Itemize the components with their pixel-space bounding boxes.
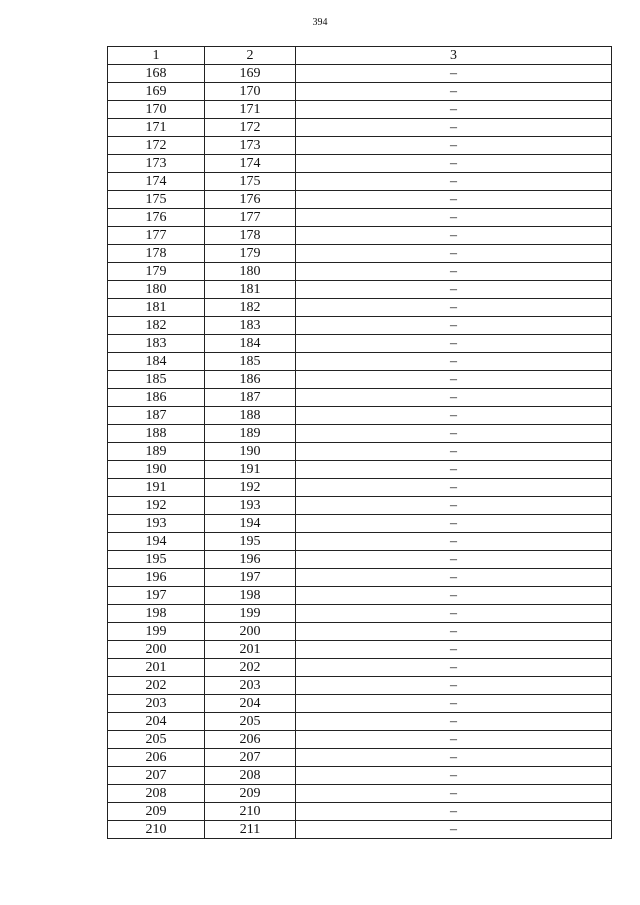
column-header-1: 1 [108,47,205,65]
table-row [108,425,612,443]
table-cell-col1: 185 [108,371,205,389]
table-cell-col1: 193 [108,515,205,533]
table-cell-col2: 211 [205,821,296,839]
table-cell-col2: 190 [205,443,296,461]
table-cell-col1: 180 [108,281,205,299]
table-cell-col2: 209 [205,785,296,803]
table-cell-col2: 178 [205,227,296,245]
table-cell-col2: 206 [205,731,296,749]
table-cell-col2: 179 [205,245,296,263]
table-row [108,785,612,803]
table-row [108,749,612,767]
table-cell-col2: 207 [205,749,296,767]
table-cell-col2: 198 [205,587,296,605]
table-cell-col3: – [296,623,612,641]
table-cell-col1: 176 [108,209,205,227]
table-cell-col1: 173 [108,155,205,173]
table-cell-col3: – [296,713,612,731]
table-cell-col3: – [296,83,612,101]
table-cell-col1: 172 [108,137,205,155]
table-cell-col2: 191 [205,461,296,479]
table-row [108,227,612,245]
table-row [108,353,612,371]
table-cell-col2: 196 [205,551,296,569]
table-cell-col3: – [296,749,612,767]
table-cell-col1: 170 [108,101,205,119]
table-cell-col1: 179 [108,263,205,281]
table-cell-col2: 173 [205,137,296,155]
table-cell-col2: 205 [205,713,296,731]
table-row [108,443,612,461]
table-cell-col3: – [296,677,612,695]
table-cell-col3: – [296,533,612,551]
table-cell-col3: – [296,317,612,335]
table-row [108,137,612,155]
table-cell-col1: 201 [108,659,205,677]
table-cell-col2: 177 [205,209,296,227]
column-header-2: 2 [205,47,296,65]
table-cell-col3: – [296,209,612,227]
table-cell-col2: 174 [205,155,296,173]
table-row [108,191,612,209]
table-row [108,767,612,785]
table-cell-col2: 180 [205,263,296,281]
table-cell-col1: 187 [108,407,205,425]
table-cell-col2: 187 [205,389,296,407]
table-cell-col2: 182 [205,299,296,317]
table-cell-col2: 170 [205,83,296,101]
table-cell-col1: 203 [108,695,205,713]
header-row [108,47,612,65]
table-row [108,461,612,479]
table-cell-col1: 202 [108,677,205,695]
table-cell-col1: 168 [108,65,205,83]
table-body [108,65,612,839]
table-row [108,299,612,317]
table-cell-col3: – [296,425,612,443]
table-cell-col2: 204 [205,695,296,713]
table-row [108,281,612,299]
table-cell-col1: 188 [108,425,205,443]
table-cell-col3: – [296,191,612,209]
table-row [108,659,612,677]
table-row [108,101,612,119]
table-cell-col1: 181 [108,299,205,317]
table-cell-col2: 202 [205,659,296,677]
table-row [108,605,612,623]
table-cell-col3: – [296,299,612,317]
table-cell-col3: – [296,227,612,245]
table-row [108,533,612,551]
table-cell-col3: – [296,263,612,281]
table-row [108,209,612,227]
table-cell-col3: – [296,281,612,299]
table-cell-col2: 197 [205,569,296,587]
table-cell-col1: 186 [108,389,205,407]
table-row [108,677,612,695]
table-cell-col2: 203 [205,677,296,695]
table-cell-col1: 200 [108,641,205,659]
table-cell-col3: – [296,353,612,371]
table-cell-col1: 182 [108,317,205,335]
table-row [108,731,612,749]
table-cell-col2: 193 [205,497,296,515]
table-row [108,83,612,101]
table-row [108,479,612,497]
table-cell-col1: 209 [108,803,205,821]
table-cell-col2: 195 [205,533,296,551]
table-row [108,389,612,407]
table-cell-col2: 189 [205,425,296,443]
table-cell-col1: 174 [108,173,205,191]
table-cell-col1: 189 [108,443,205,461]
table-cell-col1: 208 [108,785,205,803]
table-cell-col1: 195 [108,551,205,569]
table-cell-col3: – [296,515,612,533]
table-cell-col1: 183 [108,335,205,353]
table-row [108,173,612,191]
table-row [108,119,612,137]
table-row [108,821,612,839]
table-cell-col3: – [296,497,612,515]
table-cell-col2: 169 [205,65,296,83]
table-cell-col3: – [296,101,612,119]
data-table [107,46,612,839]
table-cell-col2: 208 [205,767,296,785]
table-row [108,263,612,281]
table-row [108,245,612,263]
table-row [108,317,612,335]
table-cell-col1: 210 [108,821,205,839]
table-row [108,551,612,569]
table-cell-col2: 192 [205,479,296,497]
table-cell-col1: 199 [108,623,205,641]
table-row [108,65,612,83]
table-row [108,587,612,605]
table-cell-col1: 191 [108,479,205,497]
table-cell-col2: 199 [205,605,296,623]
table-cell-col2: 176 [205,191,296,209]
table-cell-col1: 175 [108,191,205,209]
table-cell-col1: 198 [108,605,205,623]
table-cell-col3: – [296,569,612,587]
table-cell-col3: – [296,461,612,479]
table-cell-col2: 172 [205,119,296,137]
table-cell-col3: – [296,605,612,623]
table-cell-col3: – [296,641,612,659]
table-cell-col1: 194 [108,533,205,551]
table-cell-col2: 171 [205,101,296,119]
table-cell-col1: 206 [108,749,205,767]
table-cell-col3: – [296,155,612,173]
table-cell-col3: – [296,245,612,263]
table-cell-col1: 205 [108,731,205,749]
table-cell-col2: 183 [205,317,296,335]
table-cell-col2: 185 [205,353,296,371]
table-cell-col1: 171 [108,119,205,137]
page-number: 394 [312,17,328,28]
table-row [108,407,612,425]
table-cell-col2: 210 [205,803,296,821]
table-row [108,713,612,731]
table-cell-col3: – [296,137,612,155]
table-cell-col1: 178 [108,245,205,263]
column-header-3: 3 [296,47,612,65]
table-cell-col3: – [296,731,612,749]
table-cell-col1: 190 [108,461,205,479]
table-cell-col1: 207 [108,767,205,785]
table-cell-col2: 201 [205,641,296,659]
table-cell-col1: 204 [108,713,205,731]
table-cell-col3: – [296,479,612,497]
table-cell-col2: 181 [205,281,296,299]
table-cell-col3: – [296,551,612,569]
table-cell-col1: 177 [108,227,205,245]
table-cell-col2: 200 [205,623,296,641]
table-cell-col2: 186 [205,371,296,389]
table-row [108,803,612,821]
table-cell-col2: 175 [205,173,296,191]
table-cell-col1: 196 [108,569,205,587]
table-cell-col2: 184 [205,335,296,353]
table-cell-col3: – [296,173,612,191]
table-cell-col3: – [296,695,612,713]
table-row [108,335,612,353]
table-cell-col3: – [296,119,612,137]
table-row [108,695,612,713]
table-cell-col3: – [296,443,612,461]
table-cell-col1: 184 [108,353,205,371]
table-row [108,371,612,389]
table-row [108,155,612,173]
table-cell-col1: 192 [108,497,205,515]
table-cell-col3: – [296,407,612,425]
table-row [108,569,612,587]
table-cell-col3: – [296,767,612,785]
table-row [108,623,612,641]
table-cell-col2: 194 [205,515,296,533]
table-cell-col2: 188 [205,407,296,425]
table-cell-col3: – [296,587,612,605]
table-cell-col3: – [296,659,612,677]
table-cell-col1: 169 [108,83,205,101]
table-cell-col3: – [296,785,612,803]
table-cell-col3: – [296,803,612,821]
table-cell-col3: – [296,821,612,839]
table-cell-col1: 197 [108,587,205,605]
table-cell-col3: – [296,65,612,83]
table-header [108,47,612,65]
table-row [108,641,612,659]
table-cell-col3: – [296,371,612,389]
table-cell-col3: – [296,389,612,407]
table-row [108,497,612,515]
table-row [108,515,612,533]
table-cell-col3: – [296,335,612,353]
